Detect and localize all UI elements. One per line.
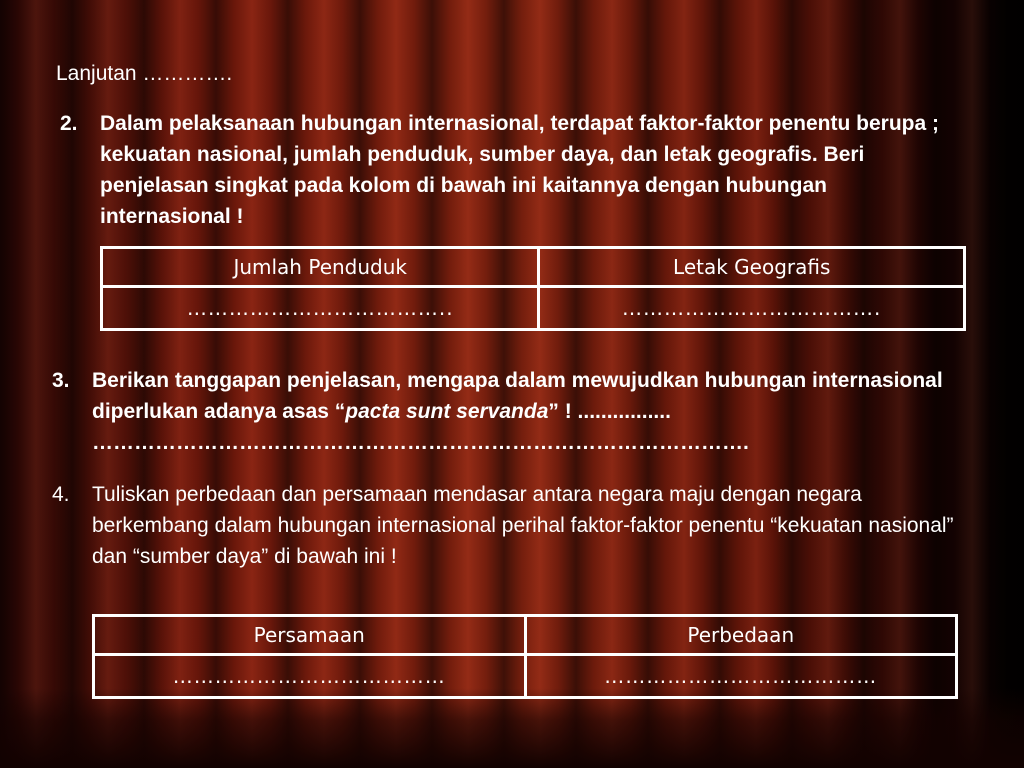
cell-perbedaan[interactable]: ………………………………… <box>525 655 957 698</box>
question-3-text-end: ” ! ................ <box>548 400 671 423</box>
question-3 <box>52 365 982 465</box>
table-header-row <box>102 248 965 287</box>
table-persamaan-perbedaan <box>92 614 958 699</box>
question-3-text: Berikan tanggapan penjelasan, mengapa dalam mewujudkan hubungan internasional diperlukan adanya asas “ <box>92 369 943 423</box>
question-2 <box>60 108 960 238</box>
table-row <box>102 287 965 330</box>
header-perbedaan: Perbedaan <box>525 616 957 655</box>
cell-letak-geografis[interactable]: ………………………………. <box>539 287 965 330</box>
header-jumlah-penduduk: Jumlah Penduduk <box>102 248 539 287</box>
header-letak-geografis: Letak Geografis <box>539 248 965 287</box>
question-3-term: pacta sunt servanda <box>345 400 549 423</box>
header-persamaan: Persamaan <box>94 616 526 655</box>
cell-jumlah-penduduk[interactable]: ……………………………….. <box>102 287 539 330</box>
curtain-floor <box>0 688 1024 768</box>
question-2-text: Dalam pelaksanaan hubungan internasional, terdapat faktor-faktor penentu berupa ; kekuatan nasional, jumlah penduduk, sumber daya, dan letak geografis. Beri penjelasan singkat pada kolom di bawah ini kaitannya dengan hubungan internasional ! <box>100 112 939 228</box>
table-header-row <box>94 616 957 655</box>
slide-heading: Lanjutan …………. <box>56 62 233 85</box>
question-4 <box>52 479 982 609</box>
question-3-body <box>92 365 982 458</box>
question-3-answer-dots[interactable]: …………………………………………………………………………………. <box>92 431 749 454</box>
question-2-number: 2. <box>60 112 78 135</box>
table-penduduk-geografis <box>100 246 966 331</box>
question-3-number: 3. <box>52 369 70 392</box>
question-4-number: 4. <box>52 483 70 506</box>
question-4-text: Tuliskan perbedaan dan persamaan mendasar antara negara maju dengan negara berkembang dalam hubungan internasional perihal faktor-faktor penentu “kekuatan nasional” dan “sumber daya” di bawah ini ! <box>92 483 954 568</box>
table-row <box>94 655 957 698</box>
cell-persamaan[interactable]: ………………………………… <box>94 655 526 698</box>
